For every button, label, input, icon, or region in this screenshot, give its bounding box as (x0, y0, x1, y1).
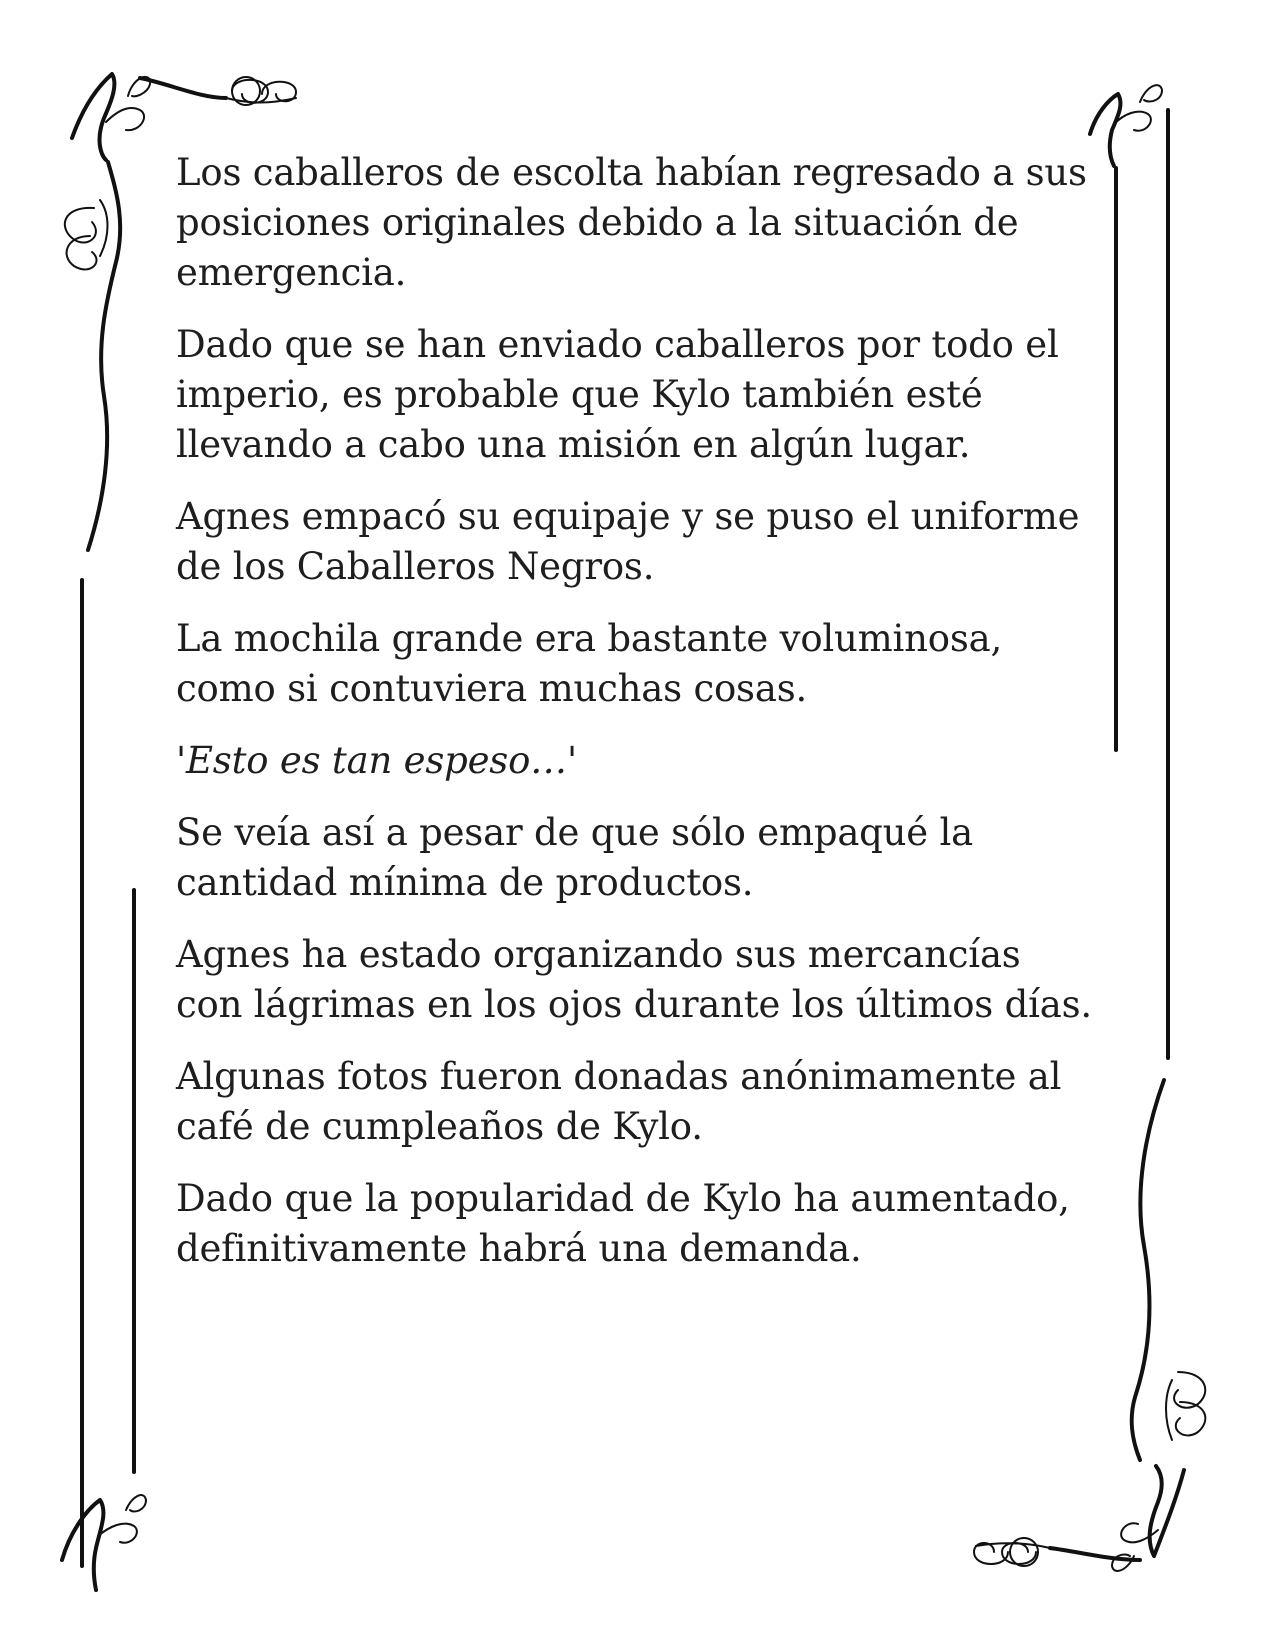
paragraph: Agnes ha estado organizando sus mercancías con lágrimas en los ojos durante los últimos días. (176, 933, 1092, 1026)
bottom-left-flourish-icon (62, 1495, 146, 1590)
paragraph: La mochila grande era bastante voluminosa, como si contuviera muchas cosas. (176, 617, 1003, 710)
inner-thought-paragraph: 'Esto es tan espeso…' (176, 739, 577, 782)
story-text-body (176, 148, 1096, 1296)
paragraph: Dado que se han enviado caballeros por todo el imperio, es probable que Kylo también esté llevando a cabo una misión en algún lugar. (176, 323, 1059, 466)
paragraph: Se veía así a pesar de que sólo empaqué la cantidad mínima de productos. (176, 811, 974, 904)
paragraph: Los caballeros de escolta habían regresado a sus posiciones originales debido a la situación de emergencia. (176, 151, 1087, 294)
top-right-flourish-icon (1090, 85, 1168, 1058)
paragraph: Agnes empacó su equipaje y se puso el uniforme de los Caballeros Negros. (176, 495, 1080, 588)
paragraph: Algunas fotos fueron donadas anónimamente al café de cumpleaños de Kylo. (176, 1055, 1062, 1148)
paragraph: Dado que la popularidad de Kylo ha aumentado, definitivamente habrá una demanda. (176, 1177, 1070, 1270)
